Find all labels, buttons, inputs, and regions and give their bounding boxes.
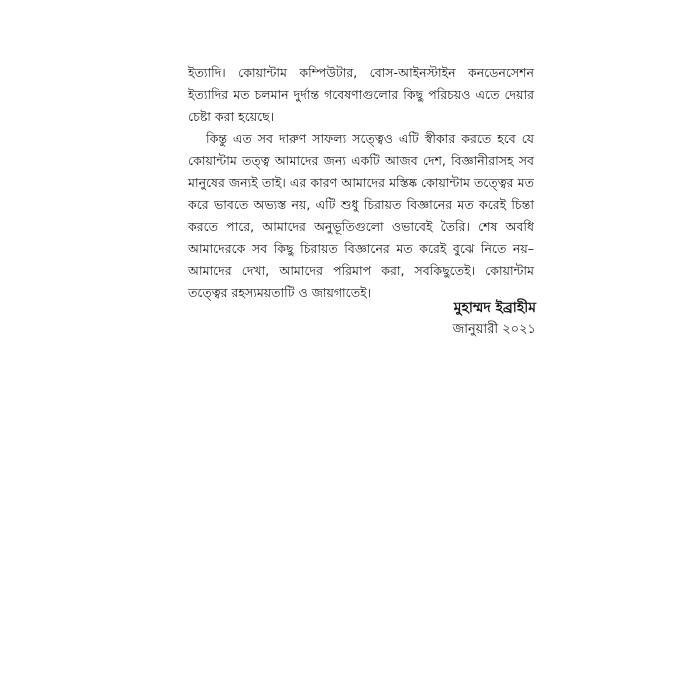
signature-block [453, 297, 536, 341]
body-text [188, 62, 534, 304]
author-name: মুহাম্মদ ইব্রাহীম [453, 300, 536, 316]
paragraph-1: ইত্যাদি। কোয়ান্টাম কম্পিউটার, বোস-আইনস্টাইন কনডেনসেশন ইত্যাদির মত চলমান দুর্দান্ত গবেষণাগুলোর কিছু পরিচয়ও এতে দেয়ার চেষ্টা করা হয়েছে। [188, 65, 534, 124]
signature-date: জানুয়ারী ২০২১ [452, 322, 536, 337]
paragraph-2: কিন্তু এত সব দারুণ সাফল্য সত্ত্বেও এটি স্বীকার করতে হবে যে কোয়ান্টাম তত্ত্ব আমাদের জন্য একটি আজব দেশ, বিজ্ঞানীরাসহ সব মানুষের জন্যই তাই। এর কারণ আমাদের মস্তিষ্ক কোয়ান্টাম তত্ত্বের মত করে ভাবতে অভ্যস্ত নয়, এটি শুধু চিরায়ত বিজ্ঞানের মত করেই চিন্তা করতে পারে, আমাদের অনুভূতিগুলো ওভাবেই তৈরি। শেষ অবধি আমাদেরকে সব কিছু চিরায়ত বিজ্ঞানের মত করেই বুঝে নিতে নয়– আমাদের দেখা, আমাদের পরিমাপ করা, সবকিছুতেই। কোয়ান্টাম তত্ত্বের রহস্যময়তাটি ও জায়গাতেই। [188, 131, 534, 300]
